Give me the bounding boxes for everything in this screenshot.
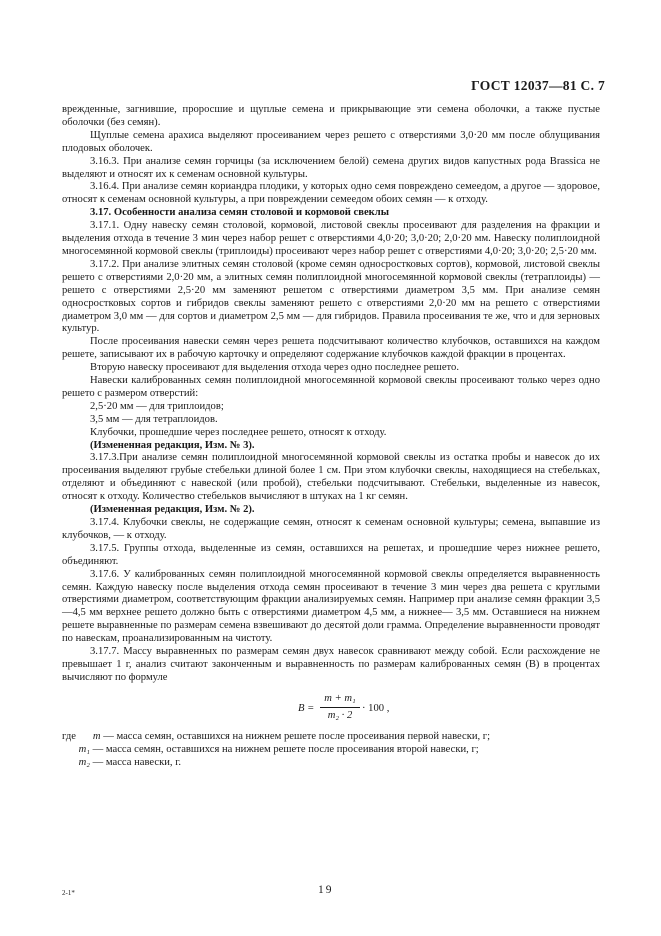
paragraph: 3.17.2. При анализе элитных семян столовой (кроме семян односростковых сортов), кормовой, листовой свеклы решето с отверстиями 2,0·20 мм, а элитных семян полиплоидной многосемянной кормовой свеклы (тетраплоиды) — решето с отверстиями 2,5·20 мм заменяют решетом с отверстиями диаметром 3,5 мм. При анализе семян односростковых сортов и гибридов свеклы заменяют решето с отверстиями 2,0·20 мм на решето с отверстиями диаметром 3,0 мм — для сортов и диаметром 2,5 мм — для гибридов. Правила просеивания те же, что и для зерновых культур. bbox=[62, 258, 600, 335]
paragraph: врежденные, загнившие, проросшие и щуплые семена и прикрывающие эти семена оболочки, а также пустые оболочки (без семян). bbox=[62, 104, 600, 128]
paragraph: 3.17.4. Клубочки свеклы, не содержащие семян, относят к семенам основной культуры; семена, выпавшие из клубочков, — к отходу. bbox=[62, 517, 600, 541]
page-number: 19 bbox=[318, 884, 334, 896]
paragraph: 3.16.4. При анализе семян кориандра плодики, у которых одно семя повреждено семеедом, а другое — здоровое, относят к семенам основной культуры, а при повреждении семеедом обоих семян — к отходу. bbox=[62, 181, 600, 206]
page-header: ГОСТ 12037—81 С. 7 bbox=[471, 78, 605, 93]
definition-text: — масса семян, оставшихся на нижнем решете после просеивания первой навески, г; bbox=[103, 730, 491, 742]
paragraph: 3.17.6. У калиброванных семян полиплоидной многосемянной кормовой свеклы определяется выравненность семян. Каждую навеску после выделения отхода семян просеивают в течение 3 мин через два решета с круглыми отверстиями диаметром, соответствующим фракции анализируемых семян. Например при анализе семян фракции 3,5—4,5 мм верхнее решето должно быть с отверстиями диаметром 4,5 мм, а нижнее— 3,5 мм. Оставшиеся на нижнем решете выравненные по размерам семена взвешивают до десятой доли грамма. Определение выравненности проводят по навескам, проанализированным на чистоту. bbox=[62, 568, 600, 645]
section-heading: 3.17. Особенности анализа семян столовой и кормовой свеклы bbox=[90, 207, 389, 219]
definition-text: — масса навески, г. bbox=[92, 756, 182, 768]
formula-denominator: m₂ · 2 bbox=[327, 709, 353, 721]
formula-rhs: · 100 , bbox=[362, 702, 390, 714]
definition-text: — масса семян, оставшихся на нижнем решете после просеивания второй навески, г; bbox=[92, 743, 479, 755]
paragraph: 3.16.3. При анализе семян горчицы (за исключением белой) семена других видов капустных рода Brassica не выделяют и относят их к семенам основной культуры. bbox=[62, 155, 600, 180]
definition-row bbox=[62, 757, 600, 770]
definition-row bbox=[62, 744, 600, 757]
paragraph: 3.17.7. Массу выравненных по размерам семян двух навесок сравнивают между собой. Если расхождение не превышает 1 г, анализ считают законченным и выравненность по размерам калиброванных семян (B) в процентах вычисляют по формуле bbox=[62, 646, 600, 683]
paragraph: Щуплые семена арахиса выделяют просеиванием через решето с отверстиями 3,0·20 мм после облущивания плодовых оболочек. bbox=[62, 129, 600, 154]
document-body bbox=[62, 104, 600, 770]
formula-lhs: B = bbox=[298, 702, 315, 714]
formula-numerator: m + m₁ bbox=[320, 693, 360, 708]
paragraph: После просеивания навески семян через решета подсчитывают количество клубочков, оставшихся на каждом решете, записывают их в рабочую карточку и определяют содержание клубочков каждой фракции в процентах. bbox=[62, 336, 600, 361]
formula bbox=[62, 691, 600, 729]
formula-fraction bbox=[320, 693, 360, 723]
paragraph: Вторую навеску просеивают для выделения отхода через одно последнее решето. bbox=[90, 362, 459, 374]
variable-definitions bbox=[62, 731, 600, 770]
amendment-note: (Измененная редакция, Изм. № 2). bbox=[90, 504, 255, 516]
definition-symbol: m₁ bbox=[78, 743, 90, 755]
paragraph: 3.17.1. Одну навеску семян столовой, кормовой, листовой свеклы просеивают для разделения на фракции и выделения отхода в течение 3 мин через набор решет с отверстиями 4,0·20; 3,0·20; 2,0·20 мм. Навеску полиплоидной многосемянной кормовой свеклы (триплоиды) просеивают через набор решет с отверстиями 4,0·20; 3,0·20; 2,5·20 мм. bbox=[62, 220, 600, 257]
list-item: 3,5 мм — для тетраплоидов. bbox=[90, 413, 218, 425]
definition-prefix: где bbox=[62, 730, 76, 742]
definition-row bbox=[62, 731, 600, 744]
print-mark: 2-1* bbox=[62, 889, 75, 897]
definition-symbol: m bbox=[92, 730, 101, 742]
amendment-note: (Измененная редакция, Изм. № 3). bbox=[90, 439, 255, 451]
paragraph: 3.17.5. Группы отхода, выделенные из семян, оставшихся на решетах, и прошедшие через нижнее решето, объединяют. bbox=[62, 542, 600, 567]
paragraph: Клубочки, прошедшие через последнее решето, относят к отходу. bbox=[90, 426, 387, 438]
paragraph: 3.17.3.При анализе семян полиплоидной многосемянной кормовой свеклы из остатка пробы и навесок до их просеивания выделяют грубые стебельки длиной более 1 см. При этом клубочки свеклы, находящиеся на стебельках, отделяют и объединяют с навеской (или пробой), стебельки подсчитывают. Стебельки, выделенные из навесок, относят к отходу. Количество стебельков вычисляют в штуках на 1 кг семян. bbox=[62, 452, 600, 503]
list-item: 2,5·20 мм — для триплоидов; bbox=[90, 400, 224, 412]
paragraph: Навески калиброванных семян полиплоидной многосемянной кормовой свеклы просеивают только через одно решето с размером отверстий: bbox=[62, 375, 600, 399]
definition-symbol: m₂ bbox=[78, 756, 90, 768]
